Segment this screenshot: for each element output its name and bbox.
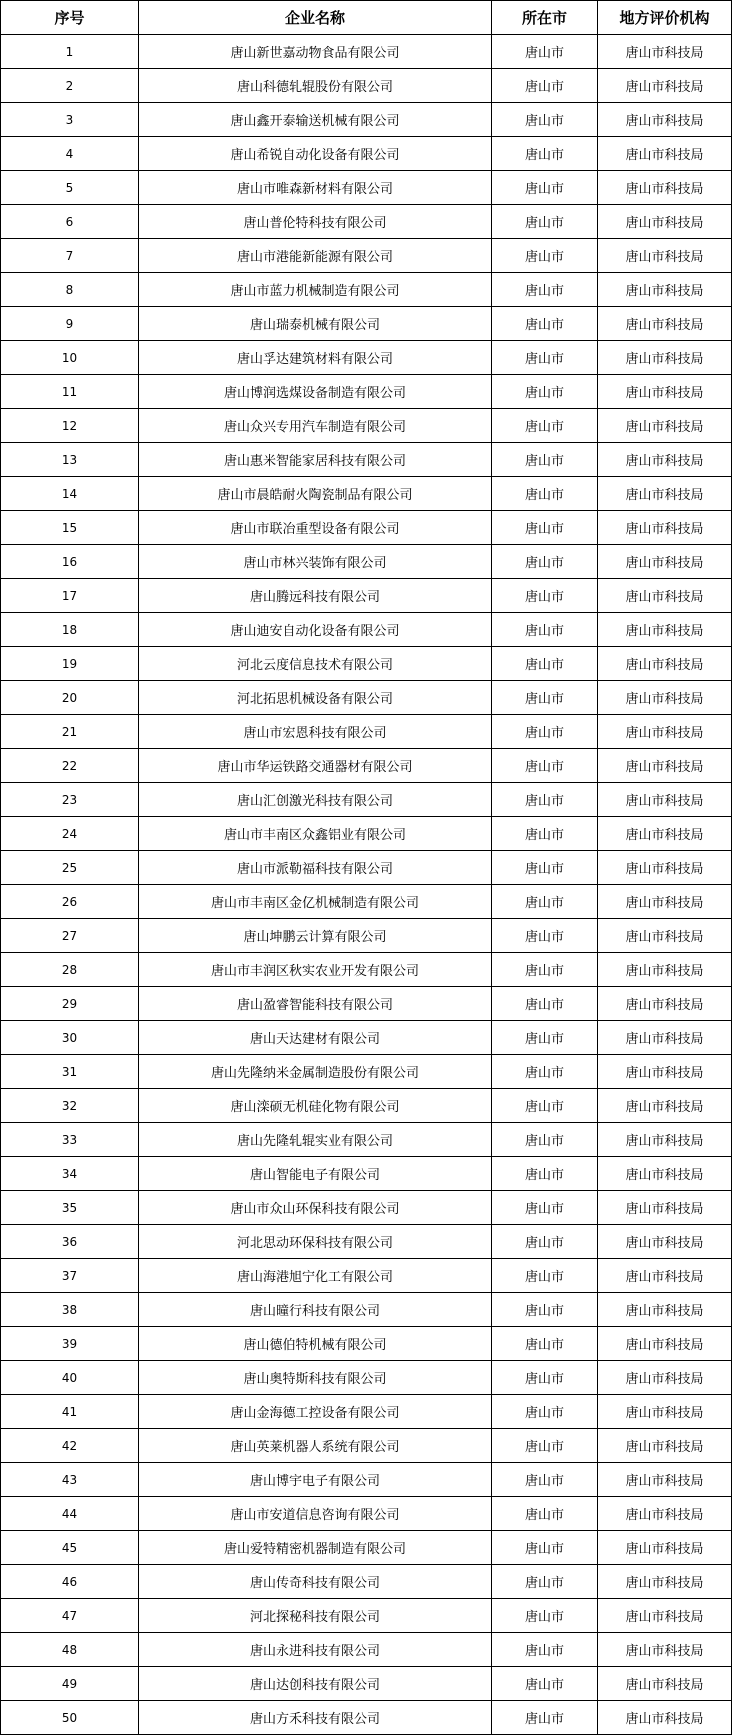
cell-serial-number: 38 <box>1 1293 139 1327</box>
table-row <box>1 987 732 1021</box>
cell-evaluation-agency: 唐山市科技局 <box>598 1191 732 1225</box>
table-body <box>1 35 732 1735</box>
cell-serial-number: 12 <box>1 409 139 443</box>
cell-evaluation-agency: 唐山市科技局 <box>598 103 732 137</box>
table-row <box>1 69 732 103</box>
cell-serial-number: 39 <box>1 1327 139 1361</box>
table-row <box>1 1055 732 1089</box>
table-row <box>1 749 732 783</box>
cell-serial-number: 45 <box>1 1531 139 1565</box>
cell-company-name: 河北思动环保科技有限公司 <box>139 1225 492 1259</box>
cell-serial-number: 43 <box>1 1463 139 1497</box>
cell-serial-number: 27 <box>1 919 139 953</box>
cell-serial-number: 50 <box>1 1701 139 1735</box>
cell-serial-number: 36 <box>1 1225 139 1259</box>
table-row <box>1 579 732 613</box>
table-row <box>1 1225 732 1259</box>
cell-company-name: 唐山智能电子有限公司 <box>139 1157 492 1191</box>
cell-company-name: 唐山曈行科技有限公司 <box>139 1293 492 1327</box>
cell-serial-number: 8 <box>1 273 139 307</box>
table-row <box>1 1497 732 1531</box>
cell-evaluation-agency: 唐山市科技局 <box>598 1599 732 1633</box>
cell-evaluation-agency: 唐山市科技局 <box>598 1667 732 1701</box>
cell-city: 唐山市 <box>492 35 598 69</box>
cell-evaluation-agency: 唐山市科技局 <box>598 409 732 443</box>
cell-company-name: 唐山盈睿智能科技有限公司 <box>139 987 492 1021</box>
cell-evaluation-agency: 唐山市科技局 <box>598 1157 732 1191</box>
cell-evaluation-agency: 唐山市科技局 <box>598 1361 732 1395</box>
cell-evaluation-agency: 唐山市科技局 <box>598 647 732 681</box>
table-row <box>1 1089 732 1123</box>
cell-serial-number: 44 <box>1 1497 139 1531</box>
cell-company-name: 唐山滦硕无机硅化物有限公司 <box>139 1089 492 1123</box>
header-company-name: 企业名称 <box>139 1 492 35</box>
cell-evaluation-agency: 唐山市科技局 <box>598 919 732 953</box>
cell-evaluation-agency: 唐山市科技局 <box>598 987 732 1021</box>
cell-company-name: 唐山市宏恩科技有限公司 <box>139 715 492 749</box>
cell-serial-number: 4 <box>1 137 139 171</box>
cell-city: 唐山市 <box>492 851 598 885</box>
cell-serial-number: 9 <box>1 307 139 341</box>
cell-company-name: 唐山市唯森新材料有限公司 <box>139 171 492 205</box>
table-row <box>1 1667 732 1701</box>
table-row <box>1 205 732 239</box>
cell-serial-number: 11 <box>1 375 139 409</box>
cell-city: 唐山市 <box>492 1327 598 1361</box>
cell-company-name: 唐山惠米智能家居科技有限公司 <box>139 443 492 477</box>
cell-evaluation-agency: 唐山市科技局 <box>598 1497 732 1531</box>
cell-serial-number: 46 <box>1 1565 139 1599</box>
table-row <box>1 851 732 885</box>
cell-city: 唐山市 <box>492 103 598 137</box>
cell-serial-number: 34 <box>1 1157 139 1191</box>
table-row <box>1 953 732 987</box>
table-row <box>1 681 732 715</box>
cell-evaluation-agency: 唐山市科技局 <box>598 545 732 579</box>
cell-evaluation-agency: 唐山市科技局 <box>598 1327 732 1361</box>
table-row <box>1 1429 732 1463</box>
cell-evaluation-agency: 唐山市科技局 <box>598 171 732 205</box>
cell-evaluation-agency: 唐山市科技局 <box>598 35 732 69</box>
cell-serial-number: 10 <box>1 341 139 375</box>
table-row <box>1 817 732 851</box>
cell-serial-number: 22 <box>1 749 139 783</box>
cell-city: 唐山市 <box>492 205 598 239</box>
cell-evaluation-agency: 唐山市科技局 <box>598 1055 732 1089</box>
table-row <box>1 341 732 375</box>
cell-city: 唐山市 <box>492 511 598 545</box>
header-evaluation-agency: 地方评价机构 <box>598 1 732 35</box>
cell-company-name: 唐山奥特斯科技有限公司 <box>139 1361 492 1395</box>
cell-city: 唐山市 <box>492 1531 598 1565</box>
cell-serial-number: 28 <box>1 953 139 987</box>
cell-serial-number: 31 <box>1 1055 139 1089</box>
cell-city: 唐山市 <box>492 1463 598 1497</box>
cell-city: 唐山市 <box>492 681 598 715</box>
table-row <box>1 137 732 171</box>
cell-serial-number: 5 <box>1 171 139 205</box>
cell-serial-number: 13 <box>1 443 139 477</box>
cell-company-name: 唐山新世嘉动物食品有限公司 <box>139 35 492 69</box>
table-row <box>1 1633 732 1667</box>
table-row <box>1 511 732 545</box>
table-row <box>1 1293 732 1327</box>
cell-serial-number: 14 <box>1 477 139 511</box>
cell-evaluation-agency: 唐山市科技局 <box>598 1633 732 1667</box>
table-row <box>1 1531 732 1565</box>
cell-company-name: 唐山市众山环保科技有限公司 <box>139 1191 492 1225</box>
cell-evaluation-agency: 唐山市科技局 <box>598 749 732 783</box>
cell-company-name: 唐山科德轧辊股份有限公司 <box>139 69 492 103</box>
table-row <box>1 1361 732 1395</box>
cell-evaluation-agency: 唐山市科技局 <box>598 1531 732 1565</box>
cell-serial-number: 23 <box>1 783 139 817</box>
cell-company-name: 唐山市安道信息咨询有限公司 <box>139 1497 492 1531</box>
cell-serial-number: 17 <box>1 579 139 613</box>
table-row <box>1 1395 732 1429</box>
cell-company-name: 唐山瑞泰机械有限公司 <box>139 307 492 341</box>
cell-evaluation-agency: 唐山市科技局 <box>598 1395 732 1429</box>
cell-city: 唐山市 <box>492 885 598 919</box>
cell-company-name: 唐山市联冶重型设备有限公司 <box>139 511 492 545</box>
cell-company-name: 唐山永进科技有限公司 <box>139 1633 492 1667</box>
table-row <box>1 919 732 953</box>
table-row <box>1 1259 732 1293</box>
cell-company-name: 唐山汇创激光科技有限公司 <box>139 783 492 817</box>
table-row <box>1 1021 732 1055</box>
cell-company-name: 唐山腾远科技有限公司 <box>139 579 492 613</box>
cell-serial-number: 16 <box>1 545 139 579</box>
cell-serial-number: 30 <box>1 1021 139 1055</box>
cell-company-name: 唐山金海德工控设备有限公司 <box>139 1395 492 1429</box>
cell-company-name: 唐山市华运铁路交通器材有限公司 <box>139 749 492 783</box>
cell-evaluation-agency: 唐山市科技局 <box>598 1089 732 1123</box>
cell-serial-number: 40 <box>1 1361 139 1395</box>
cell-company-name: 唐山德伯特机械有限公司 <box>139 1327 492 1361</box>
cell-serial-number: 37 <box>1 1259 139 1293</box>
cell-company-name: 唐山市港能新能源有限公司 <box>139 239 492 273</box>
cell-evaluation-agency: 唐山市科技局 <box>598 1021 732 1055</box>
cell-company-name: 唐山市林兴装饰有限公司 <box>139 545 492 579</box>
cell-company-name: 唐山市丰南区众鑫铝业有限公司 <box>139 817 492 851</box>
cell-evaluation-agency: 唐山市科技局 <box>598 341 732 375</box>
cell-serial-number: 21 <box>1 715 139 749</box>
cell-company-name: 河北云度信息技术有限公司 <box>139 647 492 681</box>
cell-evaluation-agency: 唐山市科技局 <box>598 1701 732 1735</box>
cell-company-name: 唐山孚达建筑材料有限公司 <box>139 341 492 375</box>
cell-city: 唐山市 <box>492 919 598 953</box>
table-row <box>1 103 732 137</box>
cell-company-name: 唐山市蓝力机械制造有限公司 <box>139 273 492 307</box>
cell-city: 唐山市 <box>492 1157 598 1191</box>
cell-city: 唐山市 <box>492 817 598 851</box>
cell-evaluation-agency: 唐山市科技局 <box>598 375 732 409</box>
cell-city: 唐山市 <box>492 613 598 647</box>
cell-city: 唐山市 <box>492 749 598 783</box>
cell-evaluation-agency: 唐山市科技局 <box>598 1565 732 1599</box>
table-row <box>1 171 732 205</box>
cell-serial-number: 3 <box>1 103 139 137</box>
cell-company-name: 唐山鑫开泰输送机械有限公司 <box>139 103 492 137</box>
cell-evaluation-agency: 唐山市科技局 <box>598 69 732 103</box>
table-row <box>1 477 732 511</box>
cell-evaluation-agency: 唐山市科技局 <box>598 307 732 341</box>
table-row <box>1 1701 732 1735</box>
cell-serial-number: 18 <box>1 613 139 647</box>
cell-company-name: 唐山传奇科技有限公司 <box>139 1565 492 1599</box>
cell-city: 唐山市 <box>492 987 598 1021</box>
table-row <box>1 307 732 341</box>
cell-serial-number: 32 <box>1 1089 139 1123</box>
cell-company-name: 唐山市晨皓耐火陶瓷制品有限公司 <box>139 477 492 511</box>
cell-city: 唐山市 <box>492 1497 598 1531</box>
cell-company-name: 唐山市丰润区秋实农业开发有限公司 <box>139 953 492 987</box>
cell-city: 唐山市 <box>492 375 598 409</box>
cell-serial-number: 48 <box>1 1633 139 1667</box>
cell-company-name: 唐山博润选煤设备制造有限公司 <box>139 375 492 409</box>
cell-evaluation-agency: 唐山市科技局 <box>598 1293 732 1327</box>
table-row <box>1 1565 732 1599</box>
cell-company-name: 唐山达创科技有限公司 <box>139 1667 492 1701</box>
table-row <box>1 273 732 307</box>
cell-evaluation-agency: 唐山市科技局 <box>598 851 732 885</box>
cell-company-name: 唐山爱特精密机器制造有限公司 <box>139 1531 492 1565</box>
cell-evaluation-agency: 唐山市科技局 <box>598 953 732 987</box>
cell-company-name: 唐山先隆轧辊实业有限公司 <box>139 1123 492 1157</box>
cell-company-name: 唐山坤鹏云计算有限公司 <box>139 919 492 953</box>
table-row <box>1 1599 732 1633</box>
cell-city: 唐山市 <box>492 1599 598 1633</box>
table-row <box>1 1123 732 1157</box>
cell-city: 唐山市 <box>492 1123 598 1157</box>
header-serial-number: 序号 <box>1 1 139 35</box>
cell-evaluation-agency: 唐山市科技局 <box>598 443 732 477</box>
cell-company-name: 唐山海港旭宁化工有限公司 <box>139 1259 492 1293</box>
table-row <box>1 647 732 681</box>
cell-serial-number: 47 <box>1 1599 139 1633</box>
table-row <box>1 1463 732 1497</box>
table-row <box>1 545 732 579</box>
cell-evaluation-agency: 唐山市科技局 <box>598 817 732 851</box>
cell-city: 唐山市 <box>492 579 598 613</box>
cell-evaluation-agency: 唐山市科技局 <box>598 205 732 239</box>
cell-city: 唐山市 <box>492 171 598 205</box>
table-row <box>1 443 732 477</box>
cell-serial-number: 35 <box>1 1191 139 1225</box>
table-row <box>1 715 732 749</box>
cell-evaluation-agency: 唐山市科技局 <box>598 885 732 919</box>
cell-serial-number: 19 <box>1 647 139 681</box>
cell-city: 唐山市 <box>492 307 598 341</box>
cell-company-name: 唐山方禾科技有限公司 <box>139 1701 492 1735</box>
cell-evaluation-agency: 唐山市科技局 <box>598 613 732 647</box>
cell-company-name: 唐山英莱机器人系统有限公司 <box>139 1429 492 1463</box>
cell-city: 唐山市 <box>492 1667 598 1701</box>
cell-evaluation-agency: 唐山市科技局 <box>598 1429 732 1463</box>
cell-serial-number: 15 <box>1 511 139 545</box>
table-row <box>1 409 732 443</box>
cell-city: 唐山市 <box>492 1701 598 1735</box>
cell-evaluation-agency: 唐山市科技局 <box>598 511 732 545</box>
cell-city: 唐山市 <box>492 1259 598 1293</box>
cell-city: 唐山市 <box>492 1293 598 1327</box>
cell-company-name: 唐山迪安自动化设备有限公司 <box>139 613 492 647</box>
table-row <box>1 885 732 919</box>
cell-city: 唐山市 <box>492 1633 598 1667</box>
table-row <box>1 1157 732 1191</box>
cell-company-name: 唐山市丰南区金亿机械制造有限公司 <box>139 885 492 919</box>
cell-city: 唐山市 <box>492 137 598 171</box>
cell-evaluation-agency: 唐山市科技局 <box>598 1463 732 1497</box>
cell-company-name: 河北探秘科技有限公司 <box>139 1599 492 1633</box>
cell-serial-number: 33 <box>1 1123 139 1157</box>
cell-serial-number: 25 <box>1 851 139 885</box>
cell-evaluation-agency: 唐山市科技局 <box>598 1123 732 1157</box>
table-row <box>1 613 732 647</box>
cell-serial-number: 1 <box>1 35 139 69</box>
cell-evaluation-agency: 唐山市科技局 <box>598 783 732 817</box>
cell-company-name: 唐山众兴专用汽车制造有限公司 <box>139 409 492 443</box>
cell-evaluation-agency: 唐山市科技局 <box>598 477 732 511</box>
cell-company-name: 唐山天达建材有限公司 <box>139 1021 492 1055</box>
cell-city: 唐山市 <box>492 715 598 749</box>
cell-city: 唐山市 <box>492 69 598 103</box>
cell-city: 唐山市 <box>492 409 598 443</box>
cell-serial-number: 24 <box>1 817 139 851</box>
cell-serial-number: 6 <box>1 205 139 239</box>
cell-city: 唐山市 <box>492 1395 598 1429</box>
cell-serial-number: 29 <box>1 987 139 1021</box>
cell-city: 唐山市 <box>492 647 598 681</box>
cell-city: 唐山市 <box>492 273 598 307</box>
table-header-row <box>1 1 732 35</box>
table-row <box>1 375 732 409</box>
cell-company-name: 唐山先隆纳米金属制造股份有限公司 <box>139 1055 492 1089</box>
cell-evaluation-agency: 唐山市科技局 <box>598 1225 732 1259</box>
cell-evaluation-agency: 唐山市科技局 <box>598 681 732 715</box>
cell-serial-number: 41 <box>1 1395 139 1429</box>
cell-city: 唐山市 <box>492 1055 598 1089</box>
cell-city: 唐山市 <box>492 545 598 579</box>
cell-company-name: 唐山希锐自动化设备有限公司 <box>139 137 492 171</box>
cell-city: 唐山市 <box>492 1191 598 1225</box>
cell-city: 唐山市 <box>492 1565 598 1599</box>
cell-serial-number: 2 <box>1 69 139 103</box>
table-row <box>1 783 732 817</box>
table-row <box>1 1327 732 1361</box>
cell-serial-number: 49 <box>1 1667 139 1701</box>
cell-city: 唐山市 <box>492 783 598 817</box>
table-row <box>1 239 732 273</box>
cell-serial-number: 26 <box>1 885 139 919</box>
cell-serial-number: 7 <box>1 239 139 273</box>
cell-city: 唐山市 <box>492 1089 598 1123</box>
cell-city: 唐山市 <box>492 239 598 273</box>
cell-city: 唐山市 <box>492 953 598 987</box>
cell-serial-number: 42 <box>1 1429 139 1463</box>
cell-serial-number: 20 <box>1 681 139 715</box>
cell-evaluation-agency: 唐山市科技局 <box>598 137 732 171</box>
cell-evaluation-agency: 唐山市科技局 <box>598 579 732 613</box>
table-row <box>1 1191 732 1225</box>
cell-city: 唐山市 <box>492 477 598 511</box>
cell-city: 唐山市 <box>492 1225 598 1259</box>
table-row <box>1 35 732 69</box>
cell-company-name: 唐山博宇电子有限公司 <box>139 1463 492 1497</box>
cell-evaluation-agency: 唐山市科技局 <box>598 1259 732 1293</box>
cell-company-name: 唐山普伦特科技有限公司 <box>139 205 492 239</box>
cell-city: 唐山市 <box>492 1361 598 1395</box>
cell-city: 唐山市 <box>492 1021 598 1055</box>
cell-city: 唐山市 <box>492 1429 598 1463</box>
cell-company-name: 河北拓思机械设备有限公司 <box>139 681 492 715</box>
cell-company-name: 唐山市派勒福科技有限公司 <box>139 851 492 885</box>
cell-city: 唐山市 <box>492 443 598 477</box>
cell-evaluation-agency: 唐山市科技局 <box>598 273 732 307</box>
cell-evaluation-agency: 唐山市科技局 <box>598 715 732 749</box>
header-city: 所在市 <box>492 1 598 35</box>
cell-city: 唐山市 <box>492 341 598 375</box>
cell-evaluation-agency: 唐山市科技局 <box>598 239 732 273</box>
